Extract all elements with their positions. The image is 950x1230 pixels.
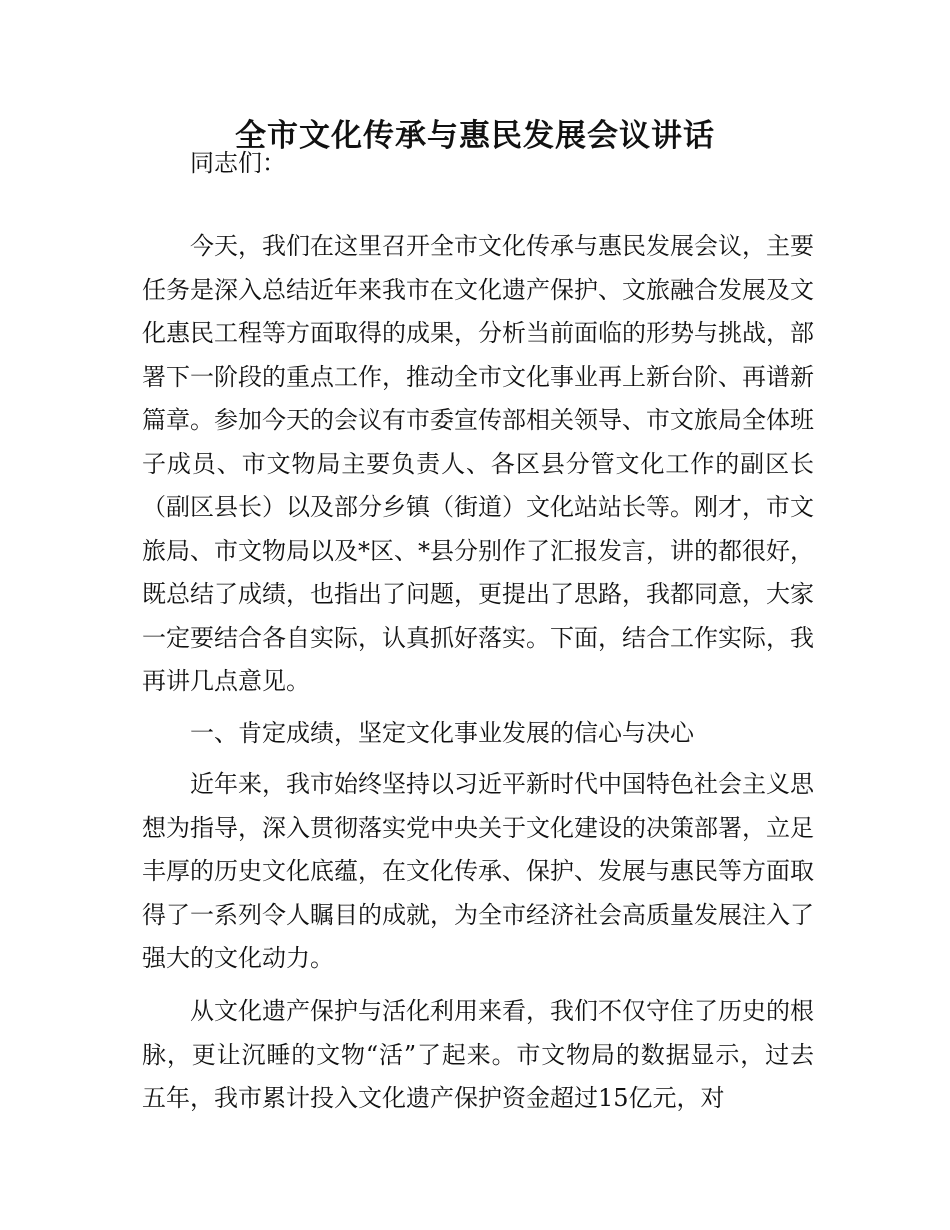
salutation: 同志们： [190, 149, 286, 177]
section-heading: 一、肯定成绩，坚定文化事业发展的信心与决心 [190, 719, 694, 747]
paragraph-opening: 今天，我们在这里召开全市文化传承与惠民发展会议，主要任务是深入总结近年来我市在文化遗产保护、文旅融合发展及文化惠民工程等方面取得的成果，分析当前面临的形势与挑战，部署下一阶段的重点工作，推动全市文化事业再上新台阶、再谱新篇章。参加今天的会议有市委宣传部相关领导、市文旅局全体班子成员、市文物局主要负责人、各区县分管文化工作的副区长（副区县长）以及部分乡镇（街道）文化站站长等。刚才，市文旅局、市文物局以及*区、*县分别作了汇报发言，讲的都很好，既总结了成绩，也指出了问题，更提出了思路，我都同意，大家一定要结合各自实际，认真抓好落实。下面，结合工作实际，我再讲几点意见。 [142, 232, 814, 695]
paragraph-achievements: 近年来，我市始终坚持以习近平新时代中国特色社会主义思想为指导，深入贯彻落实党中央关于文化建设的决策部署，立足丰厚的历史文化底蕴，在文化传承、保护、发展与惠民等方面取得了一系列令人瞩目的成就，为全市经济社会高质量发展注入了强大的文化动力。 [142, 770, 814, 972]
document-title: 全市文化传承与惠民发展会议讲话 [235, 118, 715, 154]
paragraph-heritage: 从文化遗产保护与活化利用来看，我们不仅守住了历史的根脉，更让沉睡的文物“活”了起来。市文物局的数据显示，过去五年，我市累计投入文化遗产保护资金超过15亿元，对 [142, 997, 814, 1112]
